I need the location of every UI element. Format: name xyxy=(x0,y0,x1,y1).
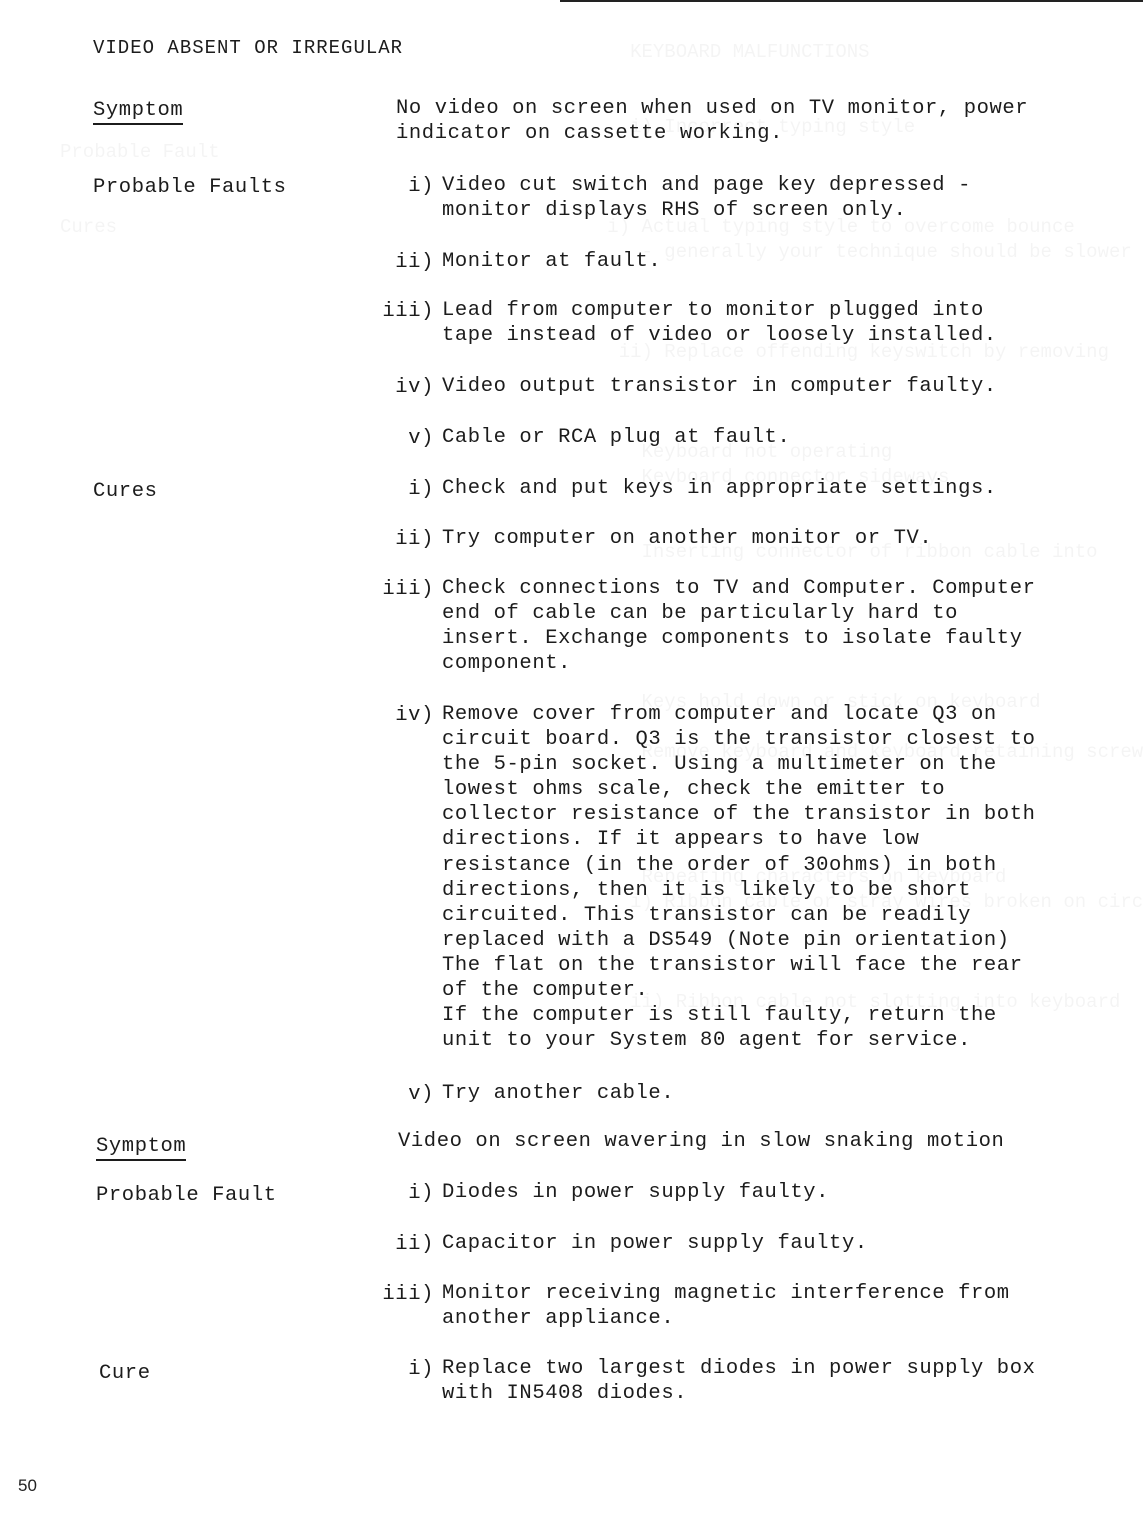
fault-number: ii) xyxy=(395,1233,434,1256)
cure-item xyxy=(442,526,932,551)
cure-line: end of cable can be particularly hard to xyxy=(442,602,959,626)
probable-faults-label: Probable Faults xyxy=(93,176,287,199)
fault-number: i) xyxy=(408,175,434,198)
fault-number: v) xyxy=(408,427,434,450)
cure-line: If the computer is still faulty, return the xyxy=(442,1004,997,1028)
cures-label: Cures xyxy=(93,480,158,503)
fault-item xyxy=(442,1281,1010,1331)
symptom-label-text: Symptom xyxy=(93,99,183,125)
fault-item xyxy=(442,1231,868,1256)
cure-number: i) xyxy=(408,1358,434,1381)
fault-item xyxy=(442,249,661,274)
cure-line: circuit board. Q3 is the transistor closest to xyxy=(442,728,1036,752)
fault-line: monitor displays RHS of screen only. xyxy=(442,199,907,223)
cure-line: Check and put keys in appropriate settings. xyxy=(442,477,997,500)
cure-line: the 5-pin socket. Using a multimeter on the xyxy=(442,753,997,777)
fault-line: Capacitor in power supply faulty. xyxy=(442,1232,868,1255)
symptom-line: Video on screen wavering in slow snaking motion xyxy=(398,1130,1005,1153)
fault-line: Lead from computer to monitor plugged into xyxy=(442,299,984,322)
fault-line: tape instead of video or loosely installed. xyxy=(442,324,997,348)
cure-line: directions. If it appears to have low xyxy=(442,828,920,852)
cure-line: insert. Exchange components to isolate faulty xyxy=(442,627,1023,651)
cure-item xyxy=(442,702,1036,1053)
fault-item xyxy=(442,425,790,450)
page-heading: VIDEO ABSENT OR IRREGULAR xyxy=(93,37,404,59)
cure-line: Try another cable. xyxy=(442,1082,675,1105)
fault-number: iv) xyxy=(395,376,434,399)
fault-item xyxy=(442,298,997,348)
cure-line: replaced with a DS549 (Note pin orientation) xyxy=(442,928,1010,952)
cure-number: iv) xyxy=(395,704,434,727)
cure-line: of the computer. xyxy=(442,979,649,1003)
cure-line: Replace two largest diodes in power supply box xyxy=(442,1357,1036,1380)
fault-line: Video cut switch and page key depressed - xyxy=(442,174,971,197)
fault-line: Diodes in power supply faulty. xyxy=(442,1181,830,1204)
fault-item xyxy=(442,374,997,399)
fault-number: i) xyxy=(408,1182,434,1205)
cure-line: resistance (in the order of 30ohms) in both xyxy=(442,853,997,877)
fault-item xyxy=(442,173,971,223)
fault-number: iii) xyxy=(382,1283,434,1306)
cure-number: i) xyxy=(408,478,434,501)
cure-line: directions, then it is likely to be short xyxy=(442,878,971,902)
cure-line: Check connections to TV and Computer. Computer xyxy=(442,577,1036,600)
cure-line: Try computer on another monitor or TV. xyxy=(442,527,933,550)
cure-item xyxy=(442,1356,1036,1406)
fault-number: iii) xyxy=(382,300,434,323)
cure-item xyxy=(442,476,997,501)
symptom-label-text: Symptom xyxy=(96,1135,186,1161)
cure-line: The flat on the transistor will face the rear xyxy=(442,953,1023,977)
cure-line: with IN5408 diodes. xyxy=(442,1382,688,1406)
top-rule xyxy=(560,0,1143,2)
symptom-line: No video on screen when used on TV monitor, power xyxy=(396,97,1029,120)
cure-line: lowest ohms scale, check the emitter to xyxy=(442,778,946,802)
fault-line: another appliance. xyxy=(442,1307,675,1331)
cure-line: component. xyxy=(442,652,572,676)
page-number: 50 xyxy=(18,1476,37,1495)
cure-number: iii) xyxy=(382,578,434,601)
cure-line: Remove cover from computer and locate Q3 on xyxy=(442,703,997,726)
cure-number: ii) xyxy=(395,528,434,551)
cure-line: unit to your System 80 agent for service. xyxy=(442,1029,971,1053)
cure-item xyxy=(442,576,1036,676)
fault-line: Cable or RCA plug at fault. xyxy=(442,426,791,449)
cure-line: circuited. This transistor can be readily xyxy=(442,903,971,927)
symptom-description xyxy=(396,96,1028,146)
cure-line: collector resistance of the transistor in both xyxy=(442,803,1036,827)
fault-line: Monitor receiving magnetic interference from xyxy=(442,1282,1010,1305)
fault-number: ii) xyxy=(395,251,434,274)
cure-item xyxy=(442,1081,674,1106)
fault-line: Video output transistor in computer faulty. xyxy=(442,375,997,398)
symptom-line: indicator on cassette working. xyxy=(396,122,784,146)
symptom-label xyxy=(93,98,183,123)
fault-line: Monitor at fault. xyxy=(442,250,662,273)
probable-fault-label: Probable Fault xyxy=(96,1184,277,1207)
symptom-label-2 xyxy=(96,1134,186,1159)
fault-item xyxy=(442,1180,829,1205)
cure-number: v) xyxy=(408,1083,434,1106)
symptom-description-2 xyxy=(398,1129,1004,1154)
cure-label: Cure xyxy=(99,1362,151,1385)
